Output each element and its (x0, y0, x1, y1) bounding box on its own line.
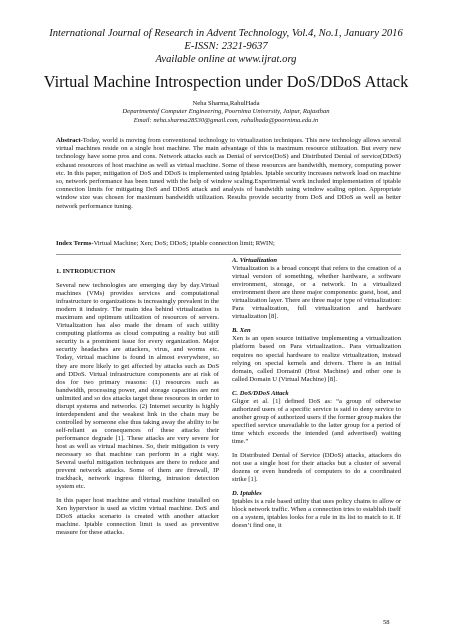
page-number: 58 (383, 619, 390, 626)
virtualization-heading: A. Virtualization (232, 257, 278, 264)
left-column (56, 268, 219, 544)
virtualization-paragraph: Virtualization is a broad concept that refers to the creation of a virtual version of something, whether hardware, a software environment, storage, or a network. In a virtualized environment there are three major components: guest, host, and virtualization layer. There are three major type of virtualization: Para virtualization, full virtualization and hardware virtualization [8]. (232, 265, 401, 321)
dos-definition-paragraph: Gligor et al. [1] defined DoS as: “a group of otherwise authorized users of a specific service is said to deny service to another group of authorized users if the former group makes the specified service unavailable to the latter group for a period of time which exceeds the intended (and advertised) waiting time.” (232, 397, 401, 445)
journal-online: Available online at www.ijrat.org (155, 54, 297, 66)
paper-title: Virtual Machine Introspection under DoS/DDoS Attack (43, 72, 409, 91)
author-block (0, 100, 452, 125)
abstract-text: Today, world is moving from conventional technology to virtualization techniques. This new technology allows several virtual machines reside on a single host machine. The main advantage of this is maximum resource utilization. But every new technology have some pros and cons. Network attacks such as Denial of service(DoS) and Distributed Denial of service(DDoS) exhaust resources of host machine as well as virtual machine. Some of these resources are bandwidth, memory, computing power etc. In this paper, mitigation of DoS and DDoS is implemented using Iptables. Iptable security increases network load on machine so, network performance has been tuned with the help of window scaling.Experimental work included implementation of iptable connection limits for mitigating DoS and DDoS attack and analysis of bandwidth using window scaling option. Appropriate window size was chosen for maximum bandwidth utilization. Results provide security from DoS and DDoS as well as better network performance tuning. (56, 137, 401, 210)
ddos-paragraph: In Distributed Denial of Service (DDoS) attacks, attackers do not use a single host for their attacks but a cluster of several dozens or even hundreds of computers to do a coordinated strike [1]. (232, 452, 401, 484)
abstract (56, 137, 401, 211)
author-email: Email: neha.sharma28530@gmail.com, rahulhada@poornima.edu.in (133, 116, 319, 124)
author-names: Neha Sharma,RahulHada (192, 100, 260, 107)
iptables-heading: D. Iptables (232, 490, 262, 498)
journal-header (0, 27, 452, 67)
dos-ddos-heading: C. DoS/DDoS Attack (232, 389, 289, 397)
introduction-paragraph-1: Several new technologies are emerging day by day.Virtual machines (VMs) provides services and computational infrastructure to organizations is increasingly prevalent in the modern it industry. The main idea behind virtualization is maximum and optimum utilization of resources of servers. Virtualization has also made the dream of such utility computing platforms as cloud computing a reality but still security is a prominent issue for every organization. Major security headaches are attackers, virus, and worms etc. Today, virtual machine is found in almost everywhere, so they are more likely to get affected by attacks such as DoS and DDoS. Virtual infrastructure components are at risk of dos for two primary reasons: (1) resources such as bandwidth, processing power, and storage capacities are not unlimited and so dos attacks target these resources in order to disrupt systems and networks. (2) Internet security is highly interdependent and the weakest link in the chain may be controlled by someone else thus taking away the ability to be self-reliant as consequences of these attacks their performance degrade [1]. These attacks are very severe for host as well as virtual machines. So, their mitigation is very necessary so that machine can perform in a right way. Several useful mitigation techniques are there to reduce and prevent network attacks. Some of them are firewall, IP trackback, network ingress filtering, intrusion detection system etc. (56, 282, 219, 491)
section-divider (56, 254, 401, 255)
index-terms (56, 240, 401, 248)
xen-heading: B. Xen (232, 327, 251, 335)
index-terms-text: Virtual Machine; Xen; DoS; DDoS; iptable connection limit; RWIN; (93, 240, 275, 247)
journal-issn: E-ISSN: 2321-9637 (184, 41, 268, 53)
introduction-paragraph-2: In this paper host machine and virtual machine installed on Xen hypervisor is used as victim virtual machine. DoS and DDoS attacks scenario is created with another attacker machine. Iptable connection limit is used as preventive measure for these attacks. (56, 497, 219, 537)
right-column (232, 257, 401, 536)
abstract-label: Abstract- (56, 137, 83, 144)
journal-name: International Journal of Research in Advent Technology, Vol.4, No.1, January 2016 (49, 28, 403, 39)
introduction-heading: 1. INTRODUCTION (56, 268, 116, 275)
iptables-paragraph: Iptables is a rule based utility that uses policy chains to allow or block network traffic. When a connection tries to establish itself on a system, iptables looks for a rule in its list to match to it. If doesn’t find one, it (232, 498, 401, 530)
xen-paragraph: Xen is an open source initiative implementing a virtualization platform based on Para virtualization.. Para virtualization requires no special hardware to realize virtualization, instead relying on special kernels and drivers. There is an initial domain, called Domain0 (Host Machine) and other one is called Domain U (Virtual Machine) [8]. (232, 335, 401, 383)
author-affiliation: Departmentof Computer Engineering, Poornima University, Jaipur, Rajasthan (122, 108, 330, 116)
index-terms-label: Index Terms- (56, 240, 94, 247)
